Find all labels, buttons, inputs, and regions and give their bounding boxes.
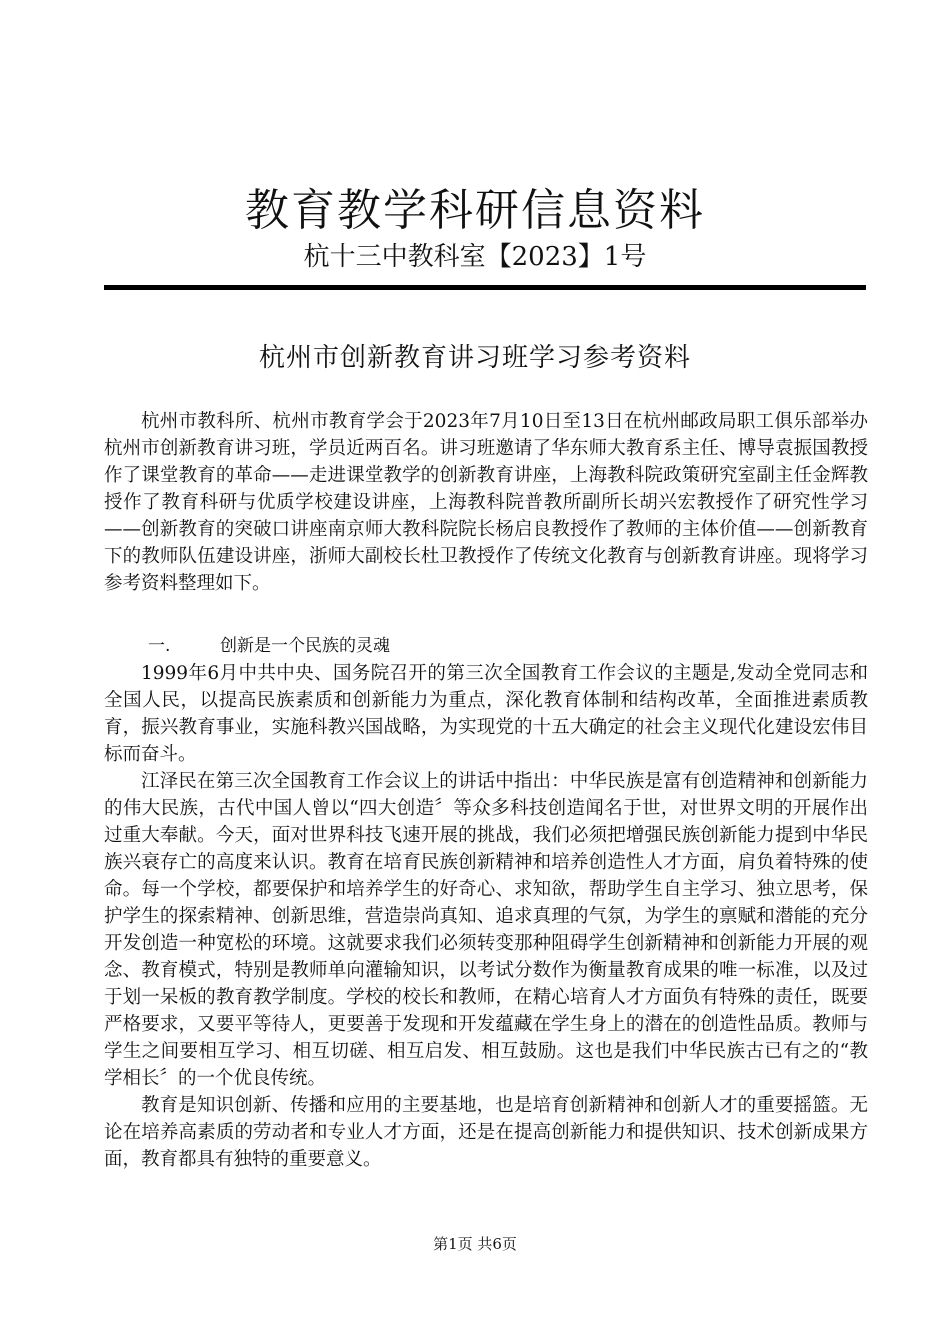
section-title: 创新是一个民族的灵魂 bbox=[220, 636, 390, 656]
document-title: 杭州市创新教育讲习班学习参考资料 bbox=[258, 343, 691, 373]
body-paragraph: 1999年6月中共中央、国务院召开的第三次全国教育工作会议的主题是,发动全党同志和全国人民，以提高民族素质和创新能力为重点，深化教育体制和结构改革，全面推进素质教育，振兴教育事业，实施科教兴国战略，为实现党的十五大确定的社会主义现代化建设宏伟目标而奋斗。 bbox=[104, 663, 868, 765]
intro-paragraph: 杭州市教科所、杭州市教育学会于2023年7月10日至13日在杭州邮政局职工俱乐部举办杭州市创新教育讲习班，学员近两百名。讲习班邀请了华东师大教育系主任、博导袁振国教授作了课堂教育的革命——走进课堂教学的创新教育讲座，上海教科院政策研究室副主任金辉教授作了教育科研与优质学校建设讲座，上海教科院普教所副所长胡兴宏教授作了研究性学习——创新教育的突破口讲座南京师大教科院院长杨启良教授作了教师的主体价值——创新教育下的教师队伍建设讲座，浙师大副校长杜卫教授作了传统文化教育与创新教育讲座。现将学习参考资料整理如下。 bbox=[104, 411, 868, 594]
body-paragraph: 教育是知识创新、传播和应用的主要基地，也是培育创新精神和创新人才的重要摇篮。无论在培养高素质的劳动者和专业人才方面，还是在提高创新能力和提供知识、技术创新成果方面，教育都具有独特的重要意义。 bbox=[104, 1095, 868, 1170]
masthead-title: 教育教学科研信息资料 bbox=[245, 185, 705, 236]
section-number: 一. bbox=[148, 636, 171, 656]
intro-block bbox=[104, 408, 868, 597]
page-footer: 第1页 共6页 bbox=[433, 1235, 517, 1253]
section-heading bbox=[104, 633, 868, 660]
masthead-issue-number: 杭十三中教科室【2023】1号 bbox=[303, 242, 647, 272]
body-paragraph: 江泽民在第三次全国教育工作会议上的讲话中指出：中华民族是富有创造精神和创新能力的伟大民族，古代中国人曾以“四大创造〞等众多科技创造闻名于世，对世界文明的开展作出过重大奉献。今天，面对世界科技飞速开展的挑战，我们必须把增强民族创新能力提到中华民族兴衰存亡的高度来认识。教育在培育民族创新精神和培养创造性人才方面，肩负着特殊的使命。每一个学校，都要保护和培养学生的好奇心、求知欲，帮助学生自主学习、独立思考，保护学生的探索精神、创新思维，营造崇尚真知、追求真理的气氛，为学生的禀赋和潜能的充分开发创造一种宽松的环境。这就要求我们必须转变那种阻碍学生创新精神和创新能力开展的观念、教育模式，特别是教师单向灌输知识，以考试分数作为衡量教育成果的唯一标准，以及过于划一呆板的教育教学制度。学校的校长和教师，在精心培育人才方面负有特殊的责任，既要严格要求，又要平等待人，更要善于发现和开发蕴藏在学生身上的潜在的创造性品质。教师与学生之间要相互学习、相互切磋、相互启发、相互鼓励。这也是我们中华民族古已有之的“教学相长〞的一个优良传统。 bbox=[104, 771, 868, 1089]
masthead-divider bbox=[104, 285, 866, 290]
section-1 bbox=[104, 633, 868, 1173]
